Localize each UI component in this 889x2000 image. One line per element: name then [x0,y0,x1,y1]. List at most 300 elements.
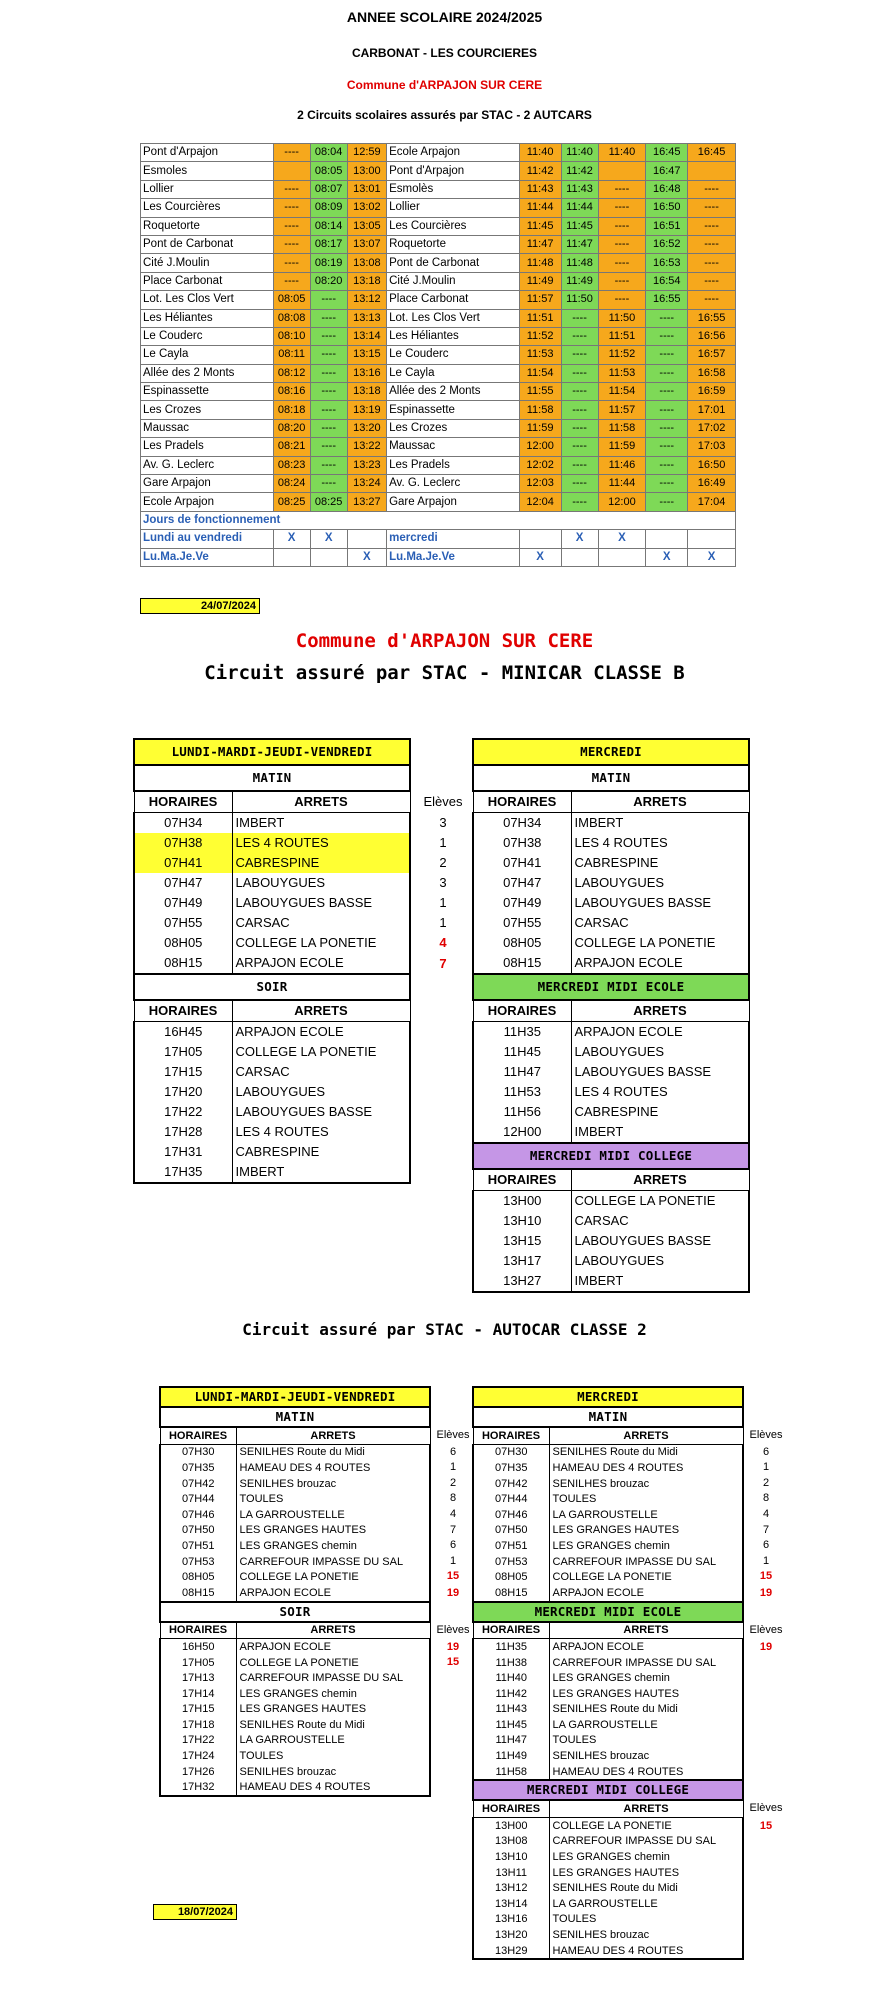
day-mark: X [519,548,561,566]
time-cell: 13:14 [347,327,386,345]
stop-row [473,1476,743,1492]
stop-time: 08H15 [473,953,571,974]
stop-time: 08H05 [160,1569,236,1585]
stac-row [141,493,736,511]
time-cell: ---- [561,419,598,437]
time-cell: 08:19 [310,254,347,272]
stop-row [473,1912,743,1928]
stop-name: LABOUYGUES [232,873,410,893]
time-cell: 08:08 [273,309,310,327]
stop-time: 08H05 [134,933,232,953]
stop-time: 13H12 [473,1880,549,1896]
stop-row [160,1538,430,1554]
stop-name: IMBERT [571,1271,749,1292]
midi-college-header: MERCREDI MIDI COLLEGE [473,1780,743,1800]
stop-time: 07H50 [473,1523,549,1539]
stop-time: 07H30 [473,1444,549,1460]
time-cell: 11:40 [561,144,598,162]
time-cell: 11:55 [519,383,561,401]
stop-name: SENILHES Route du Midi [236,1444,430,1460]
stop-row [473,1702,743,1718]
stop-row [473,1748,743,1764]
stop-time: 13H14 [473,1896,549,1912]
stop-row [473,1639,743,1655]
stop-name: CARSAC [232,913,410,933]
stop-name-cell: Maussac [387,438,520,456]
stop-name: CABRESPINE [232,853,410,873]
time-cell: ---- [688,199,736,217]
time-cell: 16:47 [646,162,688,180]
time-cell: 13:07 [347,235,386,253]
time-cell: 11:40 [598,144,646,162]
time-cell: 08:21 [273,438,310,456]
stop-row [473,1022,749,1043]
stop-time: 16H45 [134,1022,232,1043]
stop-name-cell: Allée des 2 Monts [387,383,520,401]
col-eleves: Elèves [436,1623,470,1636]
stop-row [134,873,410,893]
stop-row [134,1142,410,1162]
stop-time: 07H30 [160,1444,236,1460]
stop-row [134,1122,410,1142]
time-cell: 11:58 [519,401,561,419]
time-cell: 11:53 [598,364,646,382]
day-mark: X [598,530,646,548]
stop-name: LES 4 ROUTES [232,1122,410,1142]
eleves-count: 1 [762,1461,770,1474]
day-mark [273,548,310,566]
stop-name: LABOUYGUES [571,873,749,893]
stop-name: HAMEAU DES 4 ROUTES [236,1460,430,1476]
stop-row [473,1523,743,1539]
stop-row [134,933,410,953]
time-cell: 13:16 [347,364,386,382]
matin-header: MATIN [473,1407,743,1427]
time-cell: 17:01 [688,401,736,419]
stop-row [473,1271,749,1292]
stop-time: 07H51 [473,1538,549,1554]
stac-row [141,272,736,290]
stac-row [141,235,736,253]
stop-time: 17H24 [160,1748,236,1764]
col-horaires: HORAIRES [473,1800,549,1817]
time-cell: ---- [273,199,310,217]
stac-row [141,383,736,401]
column-header-row [473,1000,749,1022]
stop-row [473,1211,749,1231]
stop-name: SENILHES Route du Midi [549,1880,743,1896]
stop-name: LABOUYGUES BASSE [232,1102,410,1122]
midi-college-header-row [473,1143,749,1169]
stop-row [473,1491,743,1507]
stop-time: 07H51 [160,1538,236,1554]
col-arrets: ARRETS [549,1622,743,1639]
eleves-count: 1 [762,1554,770,1567]
stop-row [473,1102,749,1122]
stop-name: COLLEGE LA PONETIE [549,1569,743,1585]
stop-time: 11H42 [473,1686,549,1702]
time-cell: 16:55 [646,291,688,309]
time-cell: 17:03 [688,438,736,456]
stop-row [160,1460,430,1476]
stop-name: SENILHES Route du Midi [549,1444,743,1460]
stop-row [473,953,749,974]
time-cell: ---- [310,419,347,437]
update-date-1: 24/07/2024 [140,598,260,614]
stop-row [473,1507,743,1523]
stop-name: LES GRANGES chemin [236,1538,430,1554]
time-cell: 11:54 [598,383,646,401]
school-year-title: ANNEE SCOLAIRE 2024/2025 [346,9,543,25]
stop-name: LES GRANGES chemin [549,1538,743,1554]
stop-name: SENILHES brouzac [236,1764,430,1780]
stop-time: 13H11 [473,1865,549,1881]
stop-row [134,1022,410,1043]
stop-name: SENILHES Route du Midi [549,1702,743,1718]
time-cell: ---- [598,272,646,290]
stop-row [473,1122,749,1143]
eleves-count: 8 [762,1492,770,1505]
time-cell: 11:44 [598,475,646,493]
stop-name: HAMEAU DES 4 ROUTES [236,1779,430,1796]
stop-time: 17H32 [160,1779,236,1796]
stop-name: LA GARROUSTELLE [236,1507,430,1523]
stop-row [160,1639,430,1655]
matin-header-row [473,765,749,791]
col-horaires: HORAIRES [134,1000,232,1022]
stop-name-cell: Lollier [387,199,520,217]
time-cell: ---- [273,180,310,198]
eleves-count: 6 [762,1539,770,1552]
time-cell: 16:51 [646,217,688,235]
time-cell: 08:11 [273,346,310,364]
time-cell: ---- [561,475,598,493]
stop-row [473,1191,749,1212]
stop-time: 08H15 [134,953,232,974]
column-header-row [473,791,749,813]
time-cell: ---- [598,291,646,309]
time-cell: 11:57 [519,291,561,309]
time-cell: ---- [561,456,598,474]
time-cell: ---- [310,327,347,345]
days-label: Lundi au vendredi [141,530,274,548]
minicar-commune-title: Commune d'ARPAJON SUR CERE [295,630,594,652]
stac-row [141,475,736,493]
stop-row [160,1476,430,1492]
time-cell: 13:23 [347,456,386,474]
stop-time: 17H15 [134,1062,232,1082]
stac-days-row [141,530,736,548]
stop-name-cell: Lot. Les Clos Vert [141,291,274,309]
stac-row [141,254,736,272]
lmjv-header-row [134,739,410,765]
stop-name: LES GRANGES HAUTES [549,1686,743,1702]
time-cell: 13:20 [347,419,386,437]
eleves-count: 19 [446,1640,460,1653]
midi-ecole-header-row [473,974,749,1000]
stop-name: ARPAJON ECOLE [571,953,749,974]
stop-row [473,1042,749,1062]
stop-name-cell: Roquetorte [141,217,274,235]
time-cell: 12:59 [347,144,386,162]
time-cell: ---- [688,272,736,290]
col-horaires: HORAIRES [134,791,232,813]
stop-row [473,1865,743,1881]
col-horaires: HORAIRES [473,1427,549,1444]
days-label: Lu.Ma.Je.Ve [141,548,274,566]
stop-name-cell: Maussac [141,419,274,437]
stop-time: 07H35 [160,1460,236,1476]
stop-row [160,1569,430,1585]
stop-name-cell: Roquetorte [387,235,520,253]
stop-row [473,1686,743,1702]
stop-time: 11H45 [473,1717,549,1733]
time-cell: ---- [646,419,688,437]
time-cell: 11:45 [519,217,561,235]
stop-time: 07H42 [160,1476,236,1492]
stop-time: 17H18 [160,1717,236,1733]
stop-time: 11H53 [473,1082,571,1102]
day-mark: X [688,548,736,566]
time-cell: 11:46 [598,456,646,474]
stop-time: 07H38 [134,833,232,853]
time-cell: 08:25 [310,493,347,511]
stop-row [160,1764,430,1780]
stop-row [160,1733,430,1749]
soir-header-row [134,974,410,1000]
stop-time: 17H05 [134,1042,232,1062]
time-cell: ---- [561,309,598,327]
col-eleves: Elèves [423,794,463,809]
day-mark [646,530,688,548]
matin-header: MATIN [160,1407,430,1427]
time-cell: ---- [646,401,688,419]
eleves-count: 1 [439,895,447,910]
stop-name: LES 4 ROUTES [571,1082,749,1102]
eleves-count: 4 [762,1507,770,1520]
stop-time: 17H20 [134,1082,232,1102]
time-cell: ---- [273,272,310,290]
stop-name: SENILHES brouzac [549,1748,743,1764]
col-horaires: HORAIRES [473,1622,549,1639]
time-cell: ---- [598,254,646,272]
stop-row [473,1896,743,1912]
stop-time: 13H27 [473,1271,571,1292]
time-cell: 13:24 [347,475,386,493]
stop-name: LA GARROUSTELLE [549,1896,743,1912]
time-cell: 16:50 [688,456,736,474]
stop-name: ARPAJON ECOLE [232,953,410,974]
eleves-count: 6 [449,1539,457,1552]
stac-row [141,291,736,309]
time-cell: ---- [598,235,646,253]
midi-college-header-row [473,1780,743,1800]
time-cell: 11:52 [598,346,646,364]
stop-name: LABOUYGUES [232,1082,410,1102]
stop-name-cell: Espinassette [141,383,274,401]
column-header-row [473,1622,743,1639]
stop-time: 08H05 [473,933,571,953]
stop-name: LES 4 ROUTES [232,833,410,853]
time-cell: 11:59 [519,419,561,437]
stop-row [473,1062,749,1082]
stop-name: COLLEGE LA PONETIE [232,1042,410,1062]
stop-row [134,1042,410,1062]
time-cell: 11:51 [598,327,646,345]
stop-name: LES GRANGES HAUTES [236,1702,430,1718]
stop-row [473,913,749,933]
col-eleves: Elèves [749,1429,783,1441]
stop-time: 11H45 [473,1042,571,1062]
stop-time: 13H00 [473,1191,571,1212]
time-cell: ---- [561,364,598,382]
stop-name: ARPAJON ECOLE [571,1022,749,1043]
col-arrets: ARRETS [571,1000,749,1022]
matin-header: MATIN [134,765,410,791]
stac-row [141,419,736,437]
stop-row [134,913,410,933]
column-header-row [473,1800,743,1817]
time-cell: 08:07 [310,180,347,198]
time-cell: 08:20 [310,272,347,290]
time-cell: 11:47 [519,235,561,253]
autocar-lmjv-table [159,1386,431,1797]
stop-name: LABOUYGUES BASSE [232,893,410,913]
stac-row [141,346,736,364]
stac-row [141,438,736,456]
eleves-count: 4 [449,1507,457,1520]
stop-name: COLLEGE LA PONETIE [571,933,749,953]
stop-row [473,1818,743,1834]
stop-row [473,813,749,834]
stop-name: CARREFOUR IMPASSE DU SAL [549,1554,743,1570]
stop-time: 07H49 [134,893,232,913]
mercredi-header-row [473,1387,743,1407]
stop-row [473,1834,743,1850]
stop-name: ARPAJON ECOLE [236,1639,430,1655]
time-cell: 11:53 [519,346,561,364]
time-cell: 11:58 [598,419,646,437]
time-cell: ---- [688,217,736,235]
stop-row [473,1764,743,1781]
time-cell: 13:02 [347,199,386,217]
eleves-count: 15 [446,1655,460,1668]
day-mark [310,548,347,566]
stop-name: LA GARROUSTELLE [549,1717,743,1733]
stac-jours-row [141,511,736,529]
stop-name-cell: Cité J.Moulin [141,254,274,272]
stop-time: 17H31 [134,1142,232,1162]
stop-row [134,1082,410,1102]
stac-row [141,327,736,345]
time-cell: 12:03 [519,475,561,493]
time-cell: 16:54 [646,272,688,290]
time-cell: 08:17 [310,235,347,253]
time-cell: ---- [310,309,347,327]
stop-time: 11H49 [473,1748,549,1764]
eleves-count: 3 [439,814,447,830]
col-arrets: ARRETS [232,1000,410,1022]
stop-time: 13H17 [473,1251,571,1271]
stop-row [473,1670,743,1686]
stop-name: IMBERT [232,813,410,834]
stop-row [473,933,749,953]
eleves-count: 2 [762,1476,770,1489]
stop-time: 11H43 [473,1702,549,1718]
matin-header-row [160,1407,430,1427]
stop-name-cell: Pont de Carbonat [387,254,520,272]
stop-row [160,1655,430,1671]
soir-header: SOIR [160,1602,430,1622]
stop-name: IMBERT [232,1162,410,1183]
midi-ecole-header: MERCREDI MIDI ECOLE [473,974,749,1000]
time-cell: ---- [646,475,688,493]
stop-name-cell: Gare Arpajon [387,493,520,511]
stop-name-cell: Les Crozes [387,419,520,437]
stop-name: LES GRANGES chemin [236,1686,430,1702]
time-cell: 16:59 [688,383,736,401]
column-header-row [134,791,410,813]
time-cell: ---- [561,438,598,456]
time-cell: 12:04 [519,493,561,511]
stop-name-cell: Allée des 2 Monts [141,364,274,382]
days-label: mercredi [387,530,520,548]
stop-time: 11H58 [473,1764,549,1781]
col-horaires: HORAIRES [473,1000,571,1022]
stop-name-cell: Lot. Les Clos Vert [387,309,520,327]
stop-row [160,1585,430,1602]
eleves-count: 19 [759,1586,773,1599]
stop-name-cell: Place Carbonat [387,291,520,309]
stop-name-cell: Les Courcières [387,217,520,235]
stac-timetable [140,143,736,567]
time-cell: 11:50 [561,291,598,309]
time-cell: 16:57 [688,346,736,364]
time-cell: 08:12 [273,364,310,382]
stop-time: 11H40 [473,1670,549,1686]
stop-name-cell: Le Couderc [141,327,274,345]
stac-row [141,364,736,382]
stop-name: CARSAC [232,1062,410,1082]
stop-row [134,1102,410,1122]
stop-name: LABOUYGUES BASSE [571,1231,749,1251]
stop-time: 11H47 [473,1733,549,1749]
time-cell: ---- [561,327,598,345]
col-horaires: HORAIRES [473,1169,571,1191]
time-cell: 08:05 [273,291,310,309]
eleves-count: 2 [439,855,447,870]
day-mark [598,548,646,566]
stop-name-cell: Gare Arpajon [141,475,274,493]
stop-name: CARSAC [571,913,749,933]
stop-name-cell: Le Cayla [387,364,520,382]
stop-time: 11H35 [473,1022,571,1043]
days-label: Lu.Ma.Je.Ve [387,548,520,566]
stop-time: 17H14 [160,1686,236,1702]
stop-name: COLLEGE LA PONETIE [232,933,410,953]
stop-name: CABRESPINE [571,1102,749,1122]
eleves-count: 15 [446,1570,460,1583]
stac-row [141,456,736,474]
stac-row [141,162,736,180]
stop-row [134,1162,410,1183]
day-mark: X [347,548,386,566]
time-cell: 08:23 [273,456,310,474]
stop-time: 17H13 [160,1670,236,1686]
time-cell: ---- [646,346,688,364]
stop-time: 17H15 [160,1702,236,1718]
time-cell: ---- [310,456,347,474]
